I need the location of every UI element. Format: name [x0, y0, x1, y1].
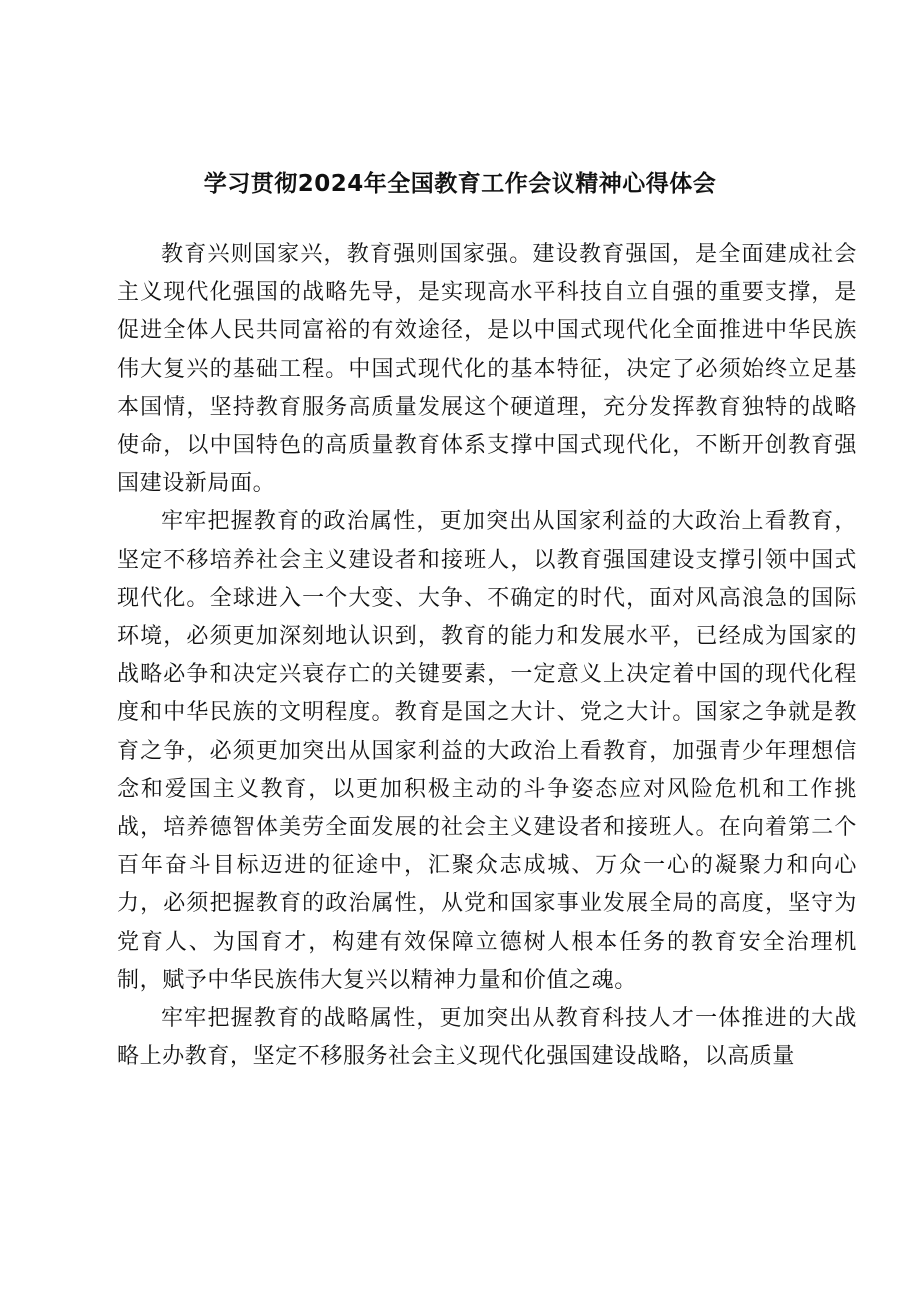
document-title: 学习贯彻2024年全国教育工作会议精神心得体会: [203, 171, 717, 197]
paragraph-2: 牢牢把握教育的政治属性，更加突出从国家利益的大政治上看教育，坚定不移培养社会主义建设者和接班人，以教育强国建设支撑引领中国式现代化。全球进入一个大变、大争、不确定的时代，面对风高浪急的国际环境，必须更加深刻地认识到，教育的能力和发展水平，已经成为国家的战略必争和决定兴衰存亡的关键要素，一定意义上决定着中国的现代化程度和中华民族的文明程度。教育是国之大计、党之大计。国家之争就是教育之争，必须更加突出从国家利益的大政治上看教育，加强青少年理想信念和爱国主义教育，以更加积极主动的斗争姿态应对风险危机和工作挑战，培养德智体美劳全面发展的社会主义建设者和接班人。在向着第二个百年奋斗目标迈进的征途中，汇聚众志成城、万众一心的凝聚力和向心力，必须把握教育的政治属性，从党和国家事业发展全局的高度，坚守为党育人、为国育才，构建有效保障立德树人根本任务的教育安全治理机制，赋予中华民族伟大复兴以精神力量和价值之魂。: [117, 509, 857, 993]
document-body: [117, 236, 857, 1076]
paragraph-1: 教育兴则国家兴，教育强则国家强。建设教育强国，是全面建成社会主义现代化强国的战略先导，是实现高水平科技自立自强的重要支撑，是促进全体人民共同富裕的有效途径，是以中国式现代化全面推进中华民族伟大复兴的基础工程。中国式现代化的基本特征，决定了必须始终立足基本国情，坚持教育服务高质量发展这个硬道理，充分发挥教育独特的战略使命，以中国特色的高质量教育体系支撑中国式现代化，不断开创教育强国建设新局面。: [117, 242, 857, 497]
paragraph-3: 牢牢把握教育的战略属性，更加突出从教育科技人才一体推进的大战略上办教育，坚定不移服务社会主义现代化强国建设战略，以高质量: [117, 1006, 857, 1070]
